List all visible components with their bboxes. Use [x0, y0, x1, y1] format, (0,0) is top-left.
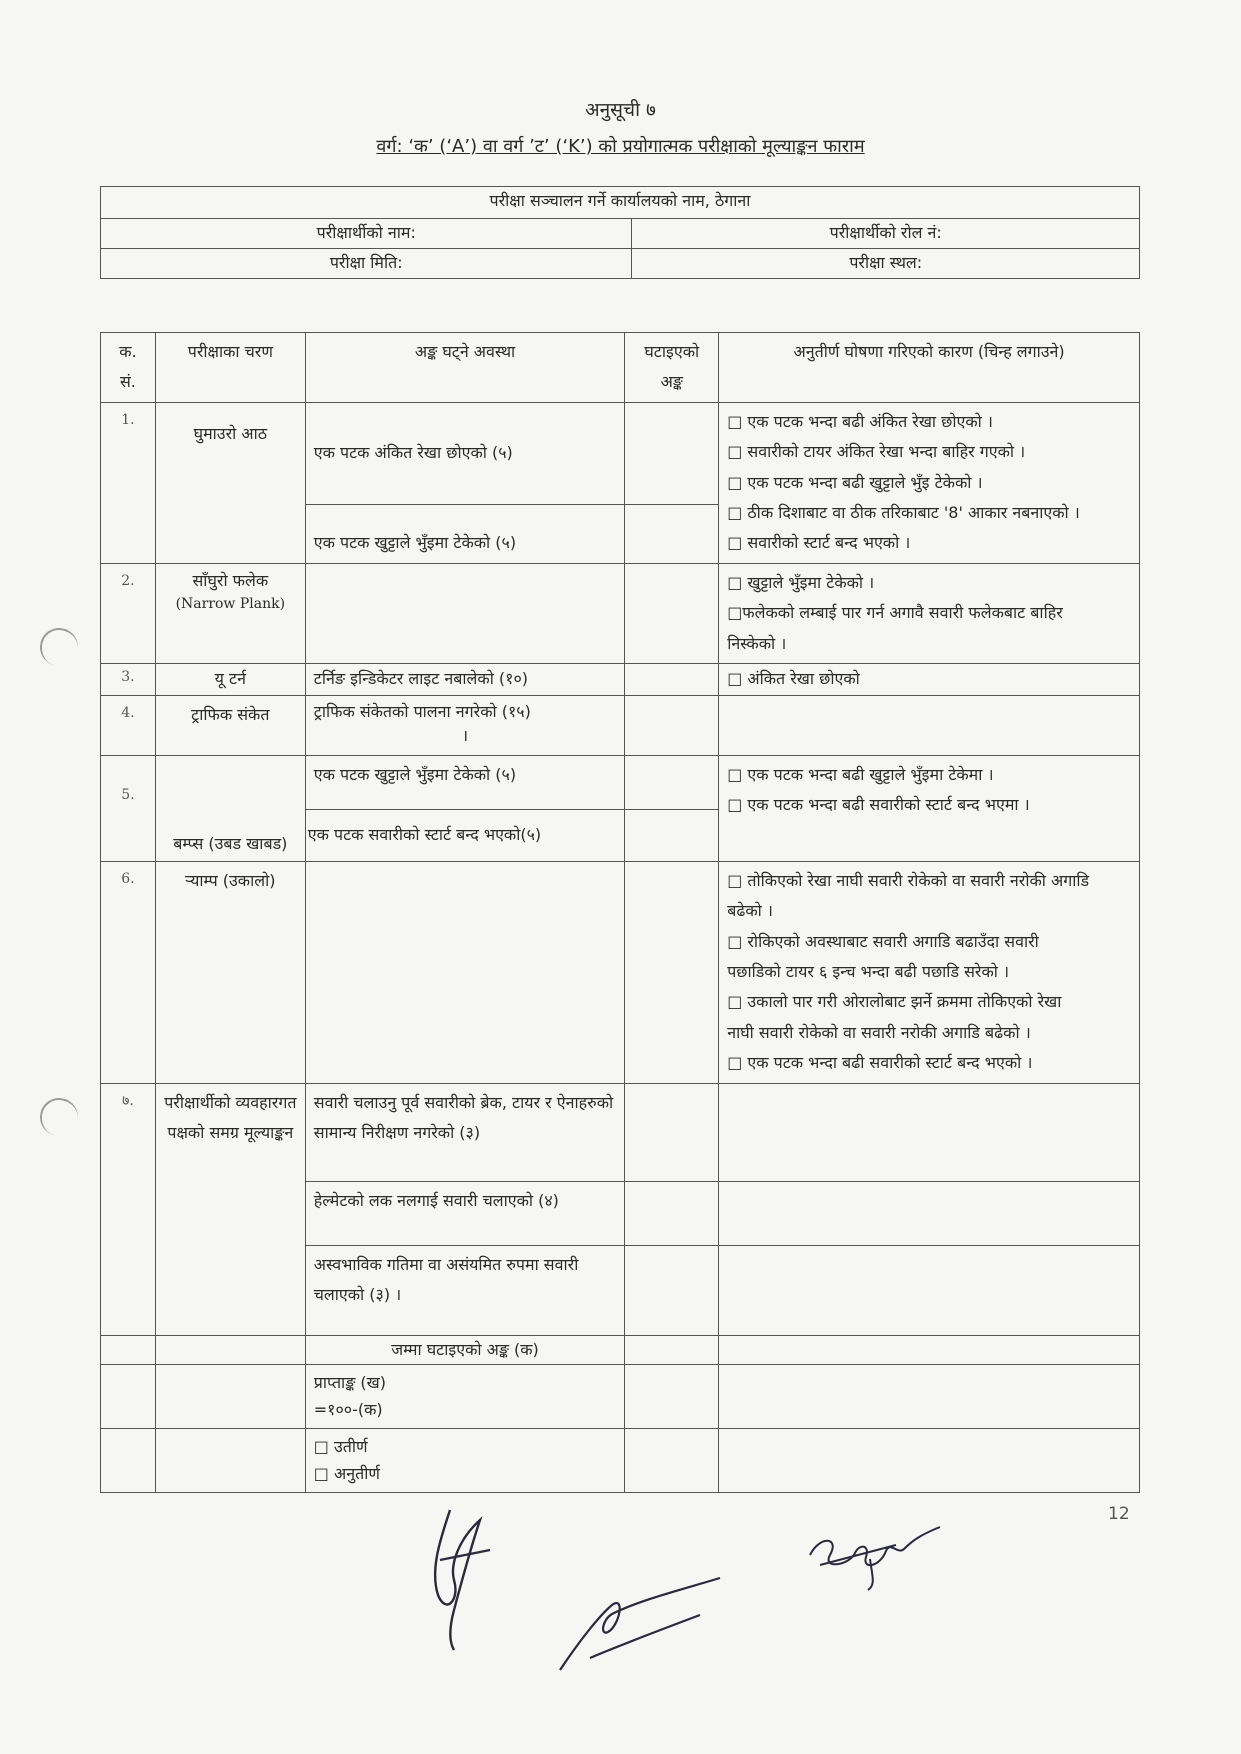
- deducted-cell[interactable]: [625, 504, 719, 563]
- total-deducted-value[interactable]: [625, 1335, 719, 1365]
- table-row: [101, 402, 1140, 504]
- office-name-label: परीक्षा सञ्चालन गर्ने कार्यालयको नाम, ठेगाना: [101, 187, 1140, 219]
- reason-cell: [719, 1246, 1140, 1335]
- table-row: [101, 563, 1140, 663]
- result-value[interactable]: [625, 1429, 719, 1493]
- deducted-header: घटाइएको अङ्क: [625, 333, 719, 403]
- reason-cell: [719, 402, 1140, 563]
- stage-cell: यू टर्न: [155, 663, 305, 695]
- total-deducted-label: जम्मा घटाइएको अङ्क (क): [305, 1335, 625, 1365]
- deducted-cell[interactable]: [625, 1181, 719, 1245]
- reason-checkbox-item[interactable]: □ एक पटक भन्दा बढी सवारीको स्टार्ट बन्द भएमा ।: [727, 795, 1030, 815]
- condition-cell: अस्वभाविक गतिमा वा असंयमित रुपमा सवारी चलाएको (३) ।: [305, 1246, 625, 1335]
- reason-text: नाघी सवारी रोकेको वा सवारी नरोकी अगाडि बढेको ।: [727, 1022, 1031, 1042]
- reason-cell: [719, 861, 1140, 1083]
- table-row: [101, 695, 1140, 755]
- obtained-marks-label: प्राप्ताङ्क (ख) =१००-(क): [305, 1365, 625, 1429]
- deducted-cell[interactable]: [625, 861, 719, 1083]
- condition-cell: एक पटक सवारीको स्टार्ट बन्द भएको(५): [305, 809, 625, 861]
- serial-cell: ७.: [101, 1083, 156, 1335]
- reason-checkbox-item[interactable]: □ एक पटक भन्दा बढी सवारीको स्टार्ट बन्द भएको ।: [727, 1053, 1033, 1073]
- obtained-row: [101, 1365, 1140, 1429]
- deducted-cell[interactable]: [625, 563, 719, 663]
- stage-cell: र्‍याम्प (उकालो): [155, 861, 305, 1083]
- reason-cell: [719, 563, 1140, 663]
- reason-checkbox-item[interactable]: □ एक पटक भन्दा बढी खुट्टाले भुँइमा टेकेमा ।: [727, 764, 994, 784]
- stage-cell: [155, 1335, 305, 1365]
- serial-cell: 5.: [101, 755, 156, 861]
- reason-checkbox-item[interactable]: □ सवारीको स्टार्ट बन्द भएको ।: [727, 533, 911, 553]
- reason-cell: [719, 1365, 1140, 1429]
- punch-hole-mark: [37, 1095, 81, 1139]
- reason-checkbox-item[interactable]: □ एक पटक भन्दा बढी खुट्टाले भुँइ टेकेको ।: [727, 472, 983, 492]
- schedule-title: अनुसूची ७: [585, 99, 656, 121]
- stage-cell: ट्राफिक संकेत: [155, 695, 305, 755]
- page-number: 12: [1108, 1504, 1130, 1524]
- total-row: [101, 1335, 1140, 1365]
- fail-checkbox[interactable]: □ अनुतीर्ण: [313, 1464, 380, 1484]
- stage-cell: [155, 1429, 305, 1493]
- deducted-cell[interactable]: [625, 695, 719, 755]
- reason-cell: [719, 1083, 1140, 1181]
- result-options: [305, 1429, 625, 1493]
- result-row: [101, 1429, 1140, 1493]
- serial-cell: 3.: [101, 663, 156, 695]
- roll-number-label: परीक्षार्थीको रोल नं:: [632, 219, 1140, 249]
- deducted-cell[interactable]: [625, 1083, 719, 1181]
- reason-cell: [719, 1429, 1140, 1493]
- table-header-row: [101, 333, 1140, 403]
- table-row: [101, 861, 1140, 1083]
- reason-cell: [719, 1335, 1140, 1365]
- deducted-cell[interactable]: [625, 402, 719, 504]
- exam-date-label: परीक्षा मिति:: [101, 249, 632, 279]
- table-row: [101, 663, 1140, 695]
- serial-cell: [101, 1429, 156, 1493]
- reason-checkbox-item[interactable]: □ उकालो पार गरी ओरालोबाट झर्ने क्रममा तोकिएको रेखा: [727, 992, 1062, 1012]
- condition-cell: एक पटक अंकित रेखा छोएको (५): [305, 402, 625, 504]
- reason-checkbox-item[interactable]: □ अंकित रेखा छोएको: [719, 663, 1140, 695]
- reason-cell: [719, 1181, 1140, 1245]
- serial-cell: [101, 1365, 156, 1429]
- stage-header: परीक्षाका चरण: [155, 333, 305, 403]
- candidate-name-label: परीक्षार्थीको नाम:: [101, 219, 632, 249]
- stage-cell: बम्प्स (उबड खाबड): [155, 755, 305, 861]
- serial-cell: 2.: [101, 563, 156, 663]
- reason-checkbox-item[interactable]: □ खुट्टाले भुँइमा टेकेको ।: [727, 572, 875, 592]
- deducted-cell[interactable]: [625, 663, 719, 695]
- serial-cell: 4.: [101, 695, 156, 755]
- reason-cell: [719, 755, 1140, 861]
- stage-cell: साँघुरो फलेक (Narrow Plank): [155, 563, 305, 663]
- deducted-cell[interactable]: [625, 809, 719, 861]
- table-row: [101, 1083, 1140, 1181]
- reason-text: पछाडिको टायर ६ इन्च भन्दा बढी पछाडि सरेको ।: [727, 962, 1010, 982]
- evaluation-table: [100, 332, 1140, 1493]
- reason-text: बढेको ।: [727, 901, 773, 921]
- punch-hole-mark: [37, 625, 81, 669]
- serial-header: क. सं.: [101, 333, 156, 403]
- serial-cell: 6.: [101, 861, 156, 1083]
- condition-header: अङ्क घट्ने अवस्था: [305, 333, 625, 403]
- form-title: वर्ग: ‘क’ (‘A’) वा वर्ग ’ट’ (‘K’) को प्रयोगात्मक परीक्षाको मूल्याङ्कन फाराम: [376, 136, 865, 157]
- exam-venue-label: परीक्षा स्थल:: [632, 249, 1140, 279]
- table-row: [101, 755, 1140, 809]
- reason-checkbox-item[interactable]: □फलेकको लम्बाई पार गर्न अगावै सवारी फलेकबाट बाहिर: [727, 603, 1063, 623]
- reason-text: निस्केको ।: [727, 633, 787, 653]
- reason-header: अनुतीर्ण घोषणा गरिएको कारण (चिन्ह लगाउने): [719, 333, 1140, 403]
- info-table: [100, 186, 1140, 279]
- pass-checkbox[interactable]: □ उतीर्ण: [313, 1437, 368, 1457]
- condition-cell: सवारी चलाउनु पूर्व सवारीको ब्रेक, टायर र ऐनाहरुको सामान्य निरीक्षण नगरेको (३): [305, 1083, 625, 1181]
- deducted-cell[interactable]: [625, 1246, 719, 1335]
- signature-3: [800, 1515, 950, 1595]
- stage-cell: [155, 1365, 305, 1429]
- serial-cell: [101, 1335, 156, 1365]
- condition-cell: टर्निङ इन्डिकेटर लाइट नबालेको (१०): [305, 663, 625, 695]
- signature-1: [410, 1500, 520, 1660]
- condition-cell: [305, 563, 625, 663]
- condition-cell: ट्राफिक संकेतको पालना नगरेको (१५) ।: [305, 695, 625, 755]
- condition-cell: एक पटक खुट्टाले भुँइमा टेकेको (५): [305, 755, 625, 809]
- reason-checkbox-item[interactable]: □ एक पटक भन्दा बढी अंकित रेखा छोएको ।: [727, 411, 993, 431]
- stage-cell: घुमाउरो आठ: [155, 402, 305, 563]
- signature-2: [550, 1570, 730, 1680]
- condition-cell: एक पटक खुट्टाले भुँइमा टेकेको (५): [305, 504, 625, 563]
- reason-checkbox-item[interactable]: □ सवारीको टायर अंकित रेखा भन्दा बाहिर गएको ।: [727, 442, 1026, 462]
- reason-cell: [719, 695, 1140, 755]
- obtained-marks-value[interactable]: [625, 1365, 719, 1429]
- deducted-cell[interactable]: [625, 755, 719, 809]
- reason-checkbox-item[interactable]: □ रोकिएको अवस्थाबाट सवारी अगाडि बढाउँदा सवारी: [727, 931, 1039, 951]
- condition-cell: [305, 861, 625, 1083]
- reason-checkbox-item[interactable]: □ ठीक दिशाबाट वा ठीक तरिकाबाट '8' आकार नबनाएको ।: [727, 502, 1080, 522]
- reason-checkbox-item[interactable]: □ तोकिएको रेखा नाघी सवारी रोकेको वा सवारी नरोकी अगाडि: [727, 870, 1090, 890]
- stage-cell: परीक्षार्थीको व्यवहारगत पक्षको समग्र मूल्याङ्कन: [155, 1083, 305, 1335]
- serial-cell: 1.: [101, 402, 156, 563]
- condition-cell: हेल्मेटको लक नलगाई सवारी चलाएको (४): [305, 1181, 625, 1245]
